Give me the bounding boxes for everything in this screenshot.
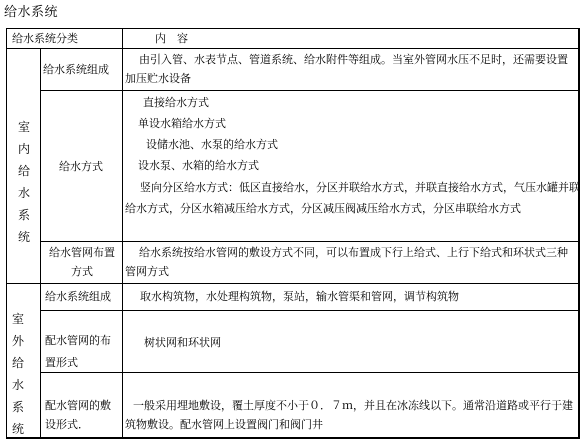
indoor-row-name: 给水系统组成 [43,63,109,76]
section-divider [7,283,579,284]
document-title: 给水系统 [4,5,59,20]
outdoor-row-content: 一般采用埋地敷设，覆土厚度不小于０．７ｍ，并且在冰冻线以下。通常沿道路或平行于建筑物敷设。配水管网上设置阀门和阀门井 [125,399,573,431]
column-divider [122,29,123,438]
outdoor-section-label: 室 外 给 水 系 统 [11,312,24,436]
indoor-row-name: 给水方式 [59,160,103,173]
row-divider [40,372,579,373]
indoor-row-content: 由引入管、水表节点、管道系统、给水附件等组成。当室外管网水压不足时，还需要设置加压贮水设备 [125,53,568,85]
outdoor-row-content: 树状网和环状网 [144,336,221,349]
outdoor-row-content: 取水构筑物，水处理构筑物，泵站，输水管渠和管网，调节构筑物 [140,290,459,303]
indoor-row-name: 给水管网布置方式 [49,246,115,278]
outdoor-row-name: 给水系统组成 [45,290,111,303]
outdoor-row-name: 配水管网的布置形式 [45,334,111,369]
supply-method-item: 竖向分区给水方式：低区直接给水，分区并联给水方式，并联直接给水方式，气压水罐并联给水方式，分区水箱减压给水方式，分区减压阀减压给水方式，分区串联给水方式 [125,181,580,215]
indoor-row-content: 给水系统按给水管网的敷设方式不同，可以布置成下行上给式、上行下给式和环状式三种管网方式 [125,246,568,278]
row-divider [40,241,579,242]
indoor-section-label: 室 内 给 水 系 统 [17,120,30,244]
row-divider [40,310,579,311]
supply-method-item: 单设水箱给水方式 [138,117,226,130]
header-category: 给水系统分类 [12,32,78,45]
water-supply-table [6,28,580,439]
outdoor-row-name: 配水管网的敷设形式． [45,399,111,431]
supply-method-item: 直接给水方式 [143,96,209,109]
column-divider [40,48,41,438]
row-divider [7,48,579,49]
supply-method-item: 设储水池、水泵的给水方式 [146,138,278,151]
supply-method-item: 设水泵、水箱的给水方式 [138,159,259,172]
header-content: 内 容 [155,32,188,45]
row-divider [40,90,579,91]
